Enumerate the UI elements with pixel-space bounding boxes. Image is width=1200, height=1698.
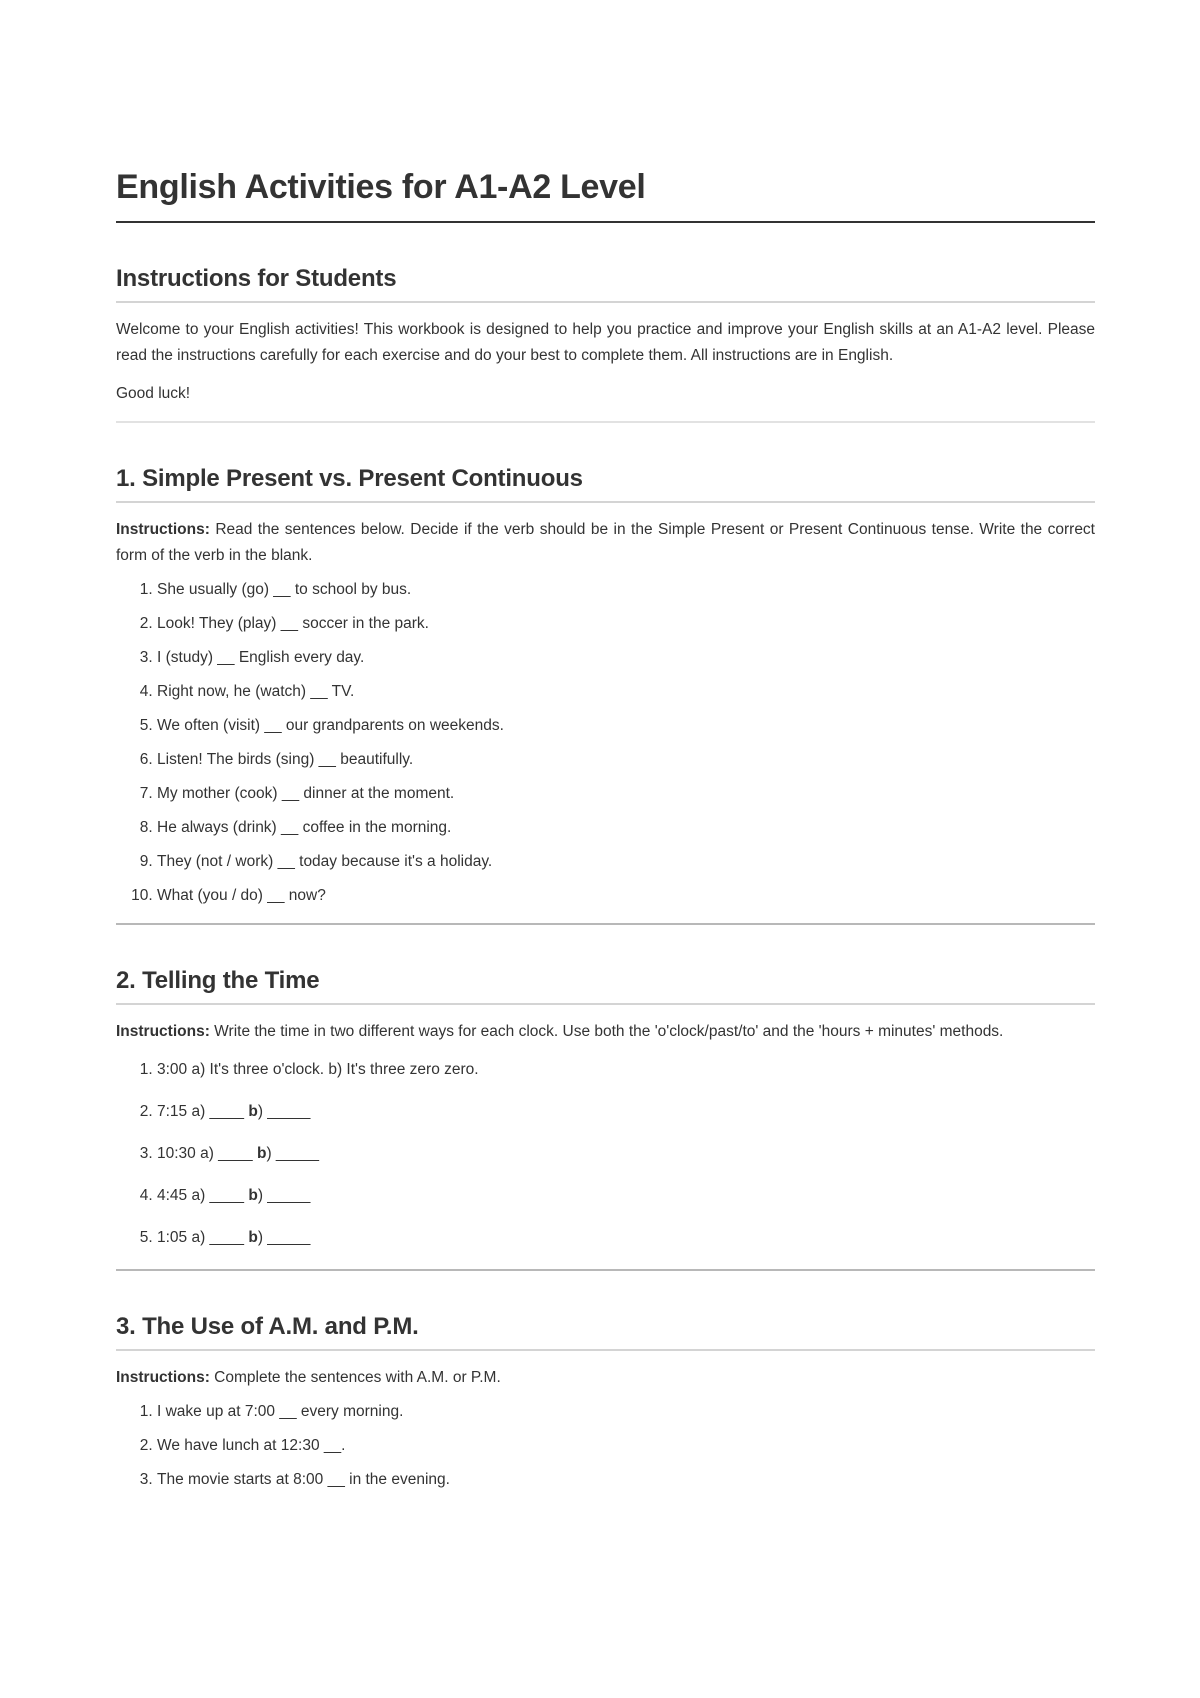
- time-item-a: 1:05 a) ____: [157, 1229, 249, 1246]
- intro-paragraph: Welcome to your English activities! This workbook is designed to help you practice and improve your English skills at an A1-A2 level. Please read the instructions carefully for each exercise and do your best to complete them. All instructions are in English.: [116, 321, 1095, 364]
- time-item-a: 7:15 a) ____: [157, 1103, 249, 1120]
- list-item: [157, 1059, 1095, 1081]
- section-telling-time: [116, 967, 1095, 1271]
- list-item: [157, 1227, 1095, 1249]
- list-item: 1. I wake up at 7:00 __ every morning.: [157, 1401, 1095, 1423]
- section-1-heading: 1. Simple Present vs. Present Continuous: [116, 465, 1095, 503]
- section-3-list: [116, 1401, 1095, 1491]
- time-item-a: 10:30 a) ____: [157, 1145, 257, 1162]
- intro-section: [116, 265, 1095, 423]
- list-item: 10. What (you / do) __ now?: [157, 885, 1095, 907]
- section-2-list: [116, 1059, 1095, 1249]
- section-1-instructions: [116, 517, 1095, 569]
- time-item-b-blank: ) _____: [257, 1229, 311, 1246]
- intro-closing: Good luck!: [116, 385, 191, 402]
- section-am-pm: [116, 1313, 1095, 1491]
- list-item: 7. My mother (cook) __ dinner at the moment.: [157, 783, 1095, 805]
- instructions-text: Read the sentences below. Decide if the verb should be in the Simple Present or Present Continuous tense. Write the correct form of the verb in the blank.: [116, 521, 1095, 564]
- list-item: 5. We often (visit) __ our grandparents on weekends.: [157, 715, 1095, 737]
- time-item-b-label: b: [248, 1103, 258, 1120]
- document-title: English Activities for A1-A2 Level: [116, 168, 1095, 223]
- list-item: 6. Listen! The birds (sing) __ beautifully.: [157, 749, 1095, 771]
- list-item: 2. Look! They (play) __ soccer in the park.: [157, 613, 1095, 635]
- section-2-instructions: [116, 1019, 1095, 1045]
- instructions-text: Write the time in two different ways for each clock. Use both the 'o'clock/past/to' and the 'hours + minutes' methods.: [209, 1023, 1004, 1040]
- section-divider: [116, 1269, 1095, 1271]
- section-3-instructions: [116, 1365, 1095, 1391]
- time-item-b-blank: ) _____: [257, 1103, 311, 1120]
- instructions-label: Instructions:: [116, 1369, 210, 1386]
- list-item: 4. Right now, he (watch) __ TV.: [157, 681, 1095, 703]
- section-divider: [116, 421, 1095, 423]
- instructions-text: Complete the sentences with A.M. or P.M.: [209, 1369, 501, 1386]
- section-2-heading: 2. Telling the Time: [116, 967, 1095, 1005]
- time-item-b-blank: ) _____: [257, 1187, 311, 1204]
- time-item-b-label: b: [256, 1145, 267, 1162]
- list-item: 3. The movie starts at 8:00 __ in the evening.: [157, 1469, 1095, 1491]
- list-item: [157, 1101, 1095, 1123]
- time-item-text: 3:00 a) It's three o'clock. b) It's three zero zero.: [157, 1061, 479, 1078]
- list-item: 3. I (study) __ English every day.: [157, 647, 1095, 669]
- time-item-b-label: b: [248, 1187, 258, 1204]
- instructions-label: Instructions:: [116, 1023, 210, 1040]
- time-item-b-blank: ) _____: [266, 1145, 320, 1162]
- section-1-list: [116, 579, 1095, 907]
- intro-heading: Instructions for Students: [116, 265, 1095, 303]
- time-item-a: 4:45 a) ____: [157, 1187, 249, 1204]
- section-3-heading: 3. The Use of A.M. and P.M.: [116, 1313, 1095, 1351]
- list-item: 2. We have lunch at 12:30 __.: [157, 1435, 1095, 1457]
- list-item: 8. He always (drink) __ coffee in the morning.: [157, 817, 1095, 839]
- list-item: 9. They (not / work) __ today because it's a holiday.: [157, 851, 1095, 873]
- list-item: [157, 1143, 1095, 1165]
- section-simple-present: [116, 465, 1095, 925]
- list-item: [157, 1185, 1095, 1207]
- time-item-b-label: b: [248, 1229, 258, 1246]
- section-divider: [116, 923, 1095, 925]
- list-item: 1. She usually (go) __ to school by bus.: [157, 579, 1095, 601]
- instructions-label: Instructions:: [116, 521, 210, 538]
